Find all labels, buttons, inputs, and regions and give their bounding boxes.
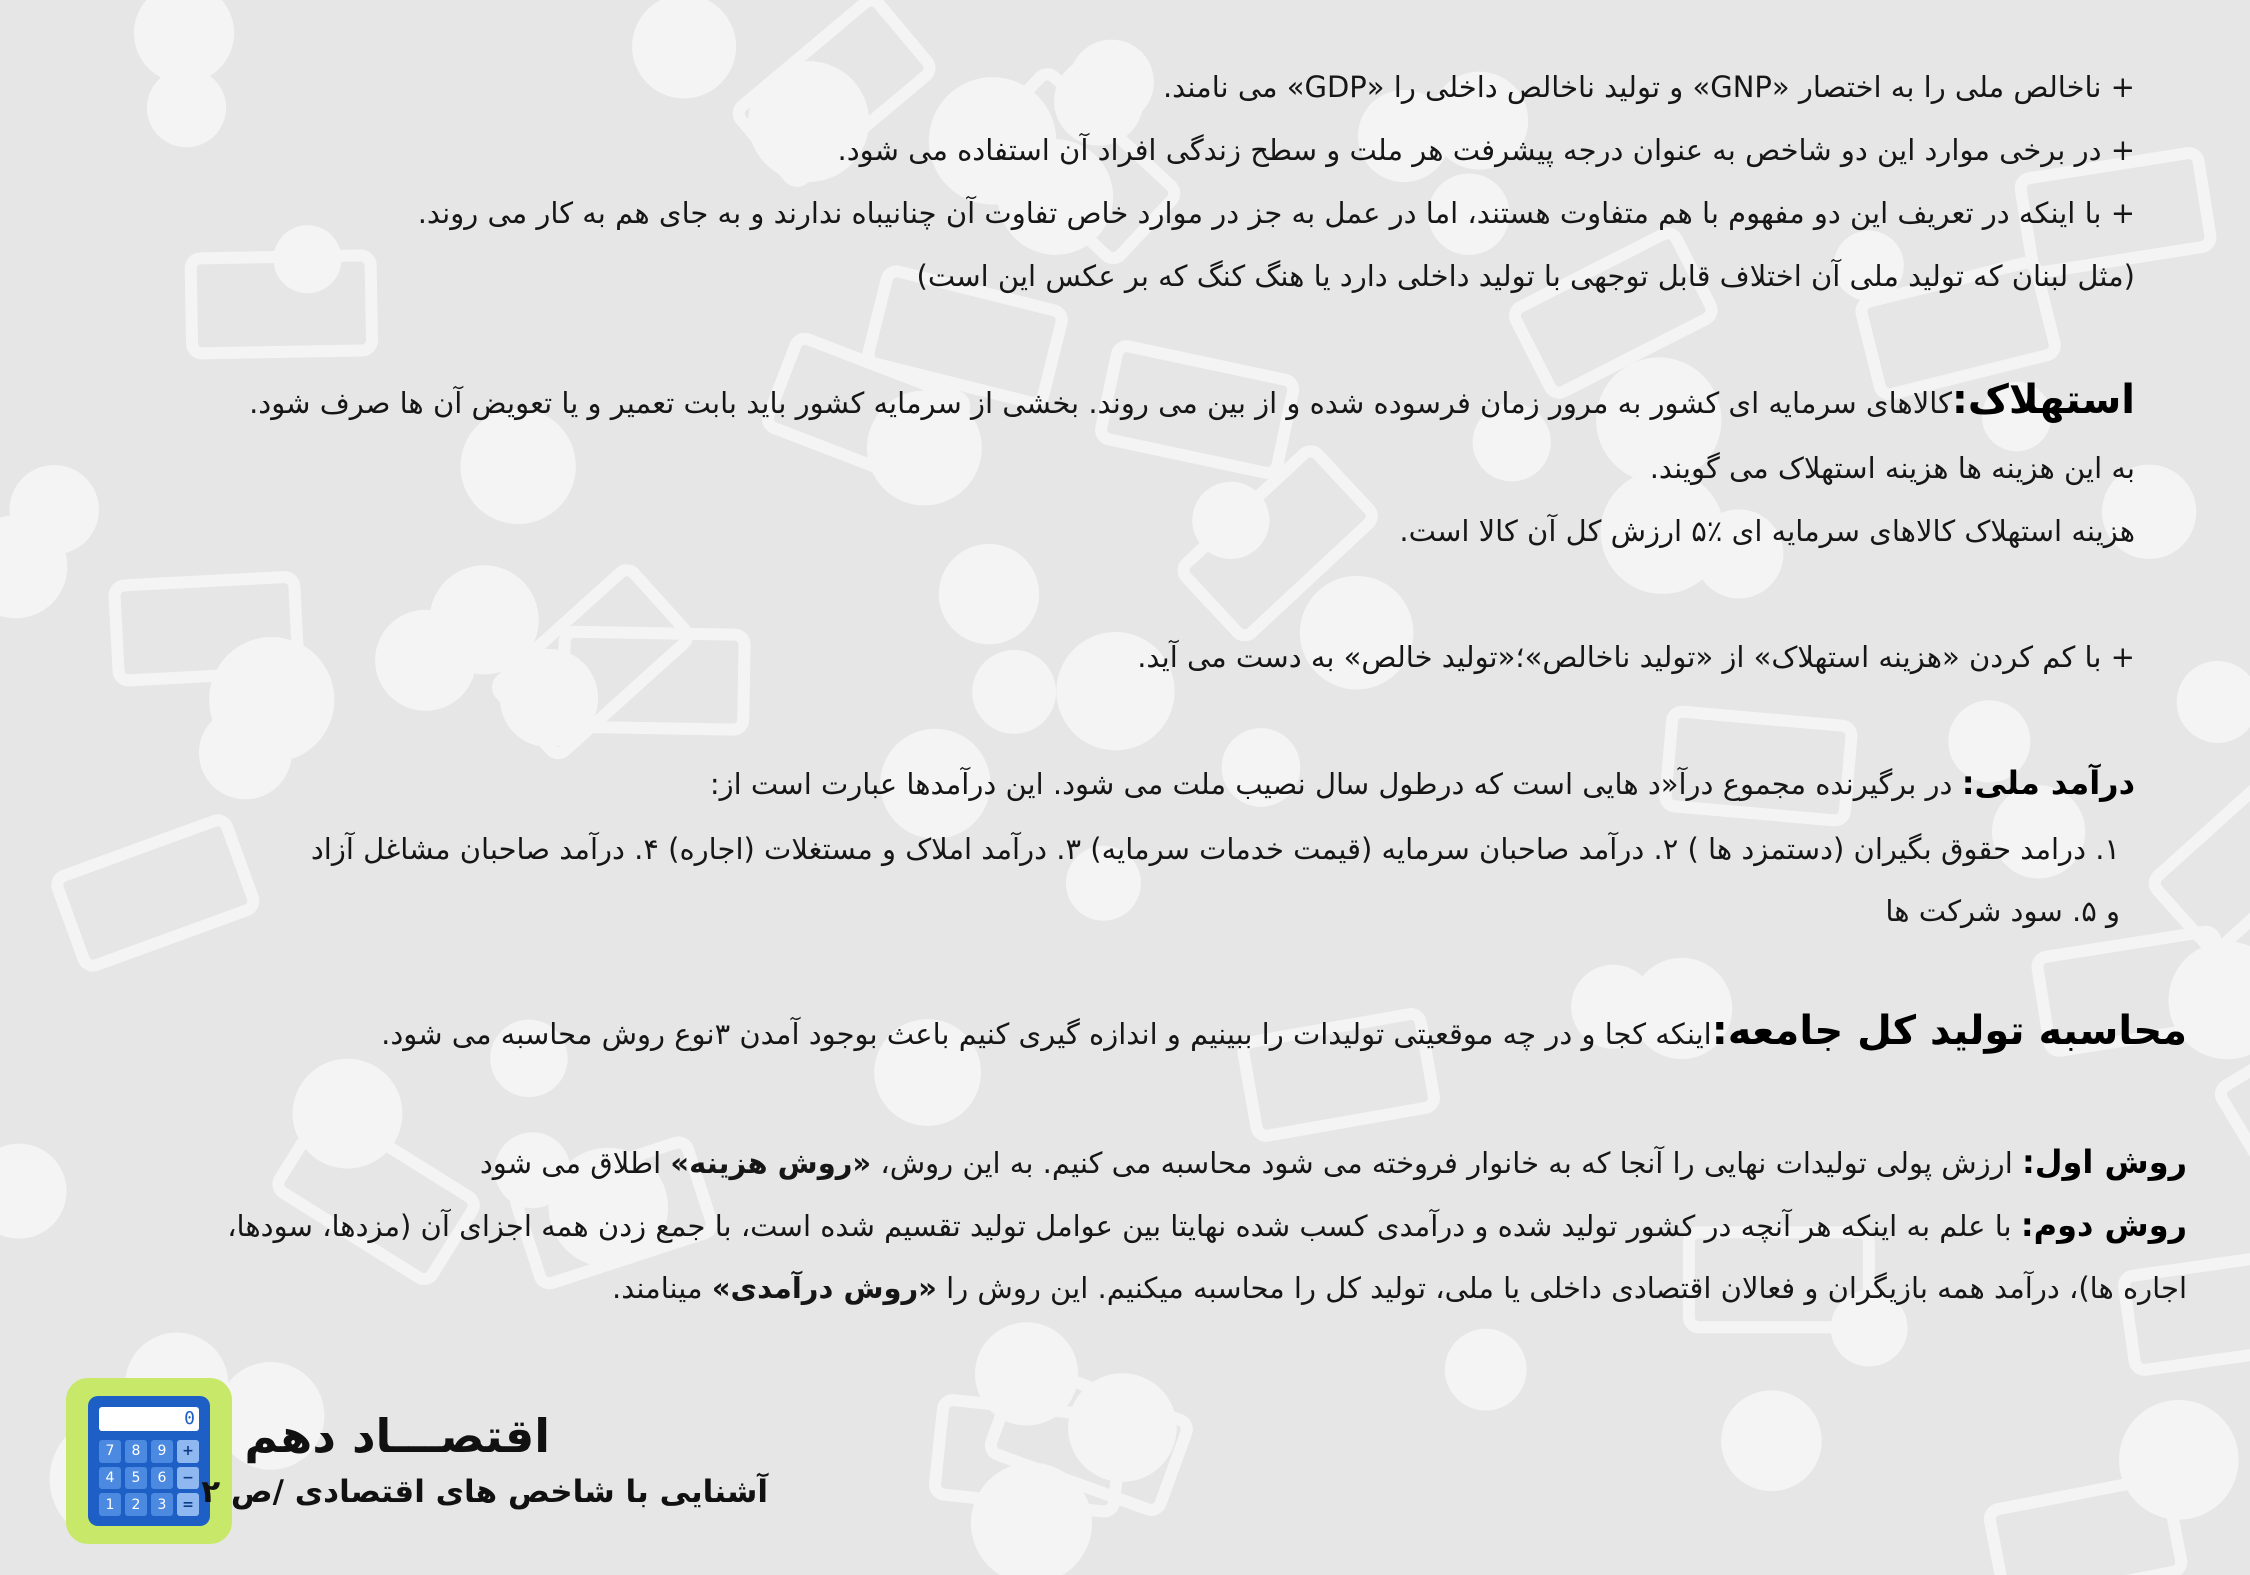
depreciation-heading: استهلاک: <box>1951 377 2135 423</box>
depreciation-line-3: هزینه استهلاک کالاهای سرمایه ای ٪۵ ارزش کل آن کالا است. <box>1399 514 2135 548</box>
calculator-key: 7 <box>99 1440 121 1463</box>
difference-line: + با اینکه در تعریف این دو مفهوم با هم متفاوت هستند، اما در عمل به جز در موارد خاص تفاوت آن چنانیباه ندارند و به جای هم به کار می روند. <box>417 196 2135 230</box>
total-production-paragraph <box>381 1008 2187 1054</box>
calculator-display: 0 <box>99 1407 199 1431</box>
method2-line2-end: مینامند. <box>611 1271 712 1305</box>
national-income-paragraph <box>710 763 2135 804</box>
national-income-list: ۱. درامد حقوق بگیران (دستمزد ها ) ۲. درآمد صاحبان سرمایه (قیمت خدمات سرمایه) ۳. درآمد املاک و مستغلات (اجاره) ۴. درآمد صاحبان مشاغل آزاد <box>310 832 2120 866</box>
calculator-keypad <box>99 1440 199 1516</box>
method1-paragraph <box>480 1142 2187 1183</box>
method1-text-end: اطلاق می شود <box>479 1146 671 1180</box>
calculator-icon <box>88 1396 210 1526</box>
depreciation-line-2: به این هزینه ها هزینه استهلاک می گویند. <box>1649 451 2135 485</box>
method1-text: ارزش پولی تولیدات نهایی را آنجا که به خانوار فروخته می شود محاسبه می کنیم. به این روش، <box>871 1146 2013 1180</box>
total-production-heading: محاسبه تولید کل جامعه: <box>1711 1008 2187 1054</box>
method2-paragraph <box>227 1205 2187 1246</box>
calculator-key: 9 <box>151 1440 173 1463</box>
footer-subtitle: آشنایی با شاخص های اقتصادی /ص ۲ <box>201 1474 768 1510</box>
net-production-line: + با کم کردن «هزینه استهلاک» از «تولید ناخالص»؛«تولید خالص» به دست می آید. <box>1137 640 2135 674</box>
depreciation-text: کالاهای سرمایه ای کشور به مرور زمان فرسوده شده و از بین می روند. بخشی از سرمایه کشور باید بابت تعمیر و یا تعویض آن ها صرف شود. <box>249 386 1952 420</box>
method2-name: «روش درآمدی» <box>711 1271 937 1305</box>
footer-title: اقتصـــاد دهم <box>244 1409 550 1463</box>
method1-name: «روش هزینه» <box>670 1146 872 1180</box>
national-income-heading: درآمد ملی: <box>1961 764 2135 802</box>
calculator-key: 1 <box>99 1493 121 1516</box>
example-line: (مثل لبنان که تولید ملی آن اختلاف قابل توجهی با تولید داخلی دارد یا هنگ کنگ که بر عکس این است) <box>916 259 2135 293</box>
calculator-key: = <box>177 1493 199 1516</box>
method1-heading: روش اول: <box>2021 1143 2187 1181</box>
calculator-key: 4 <box>99 1467 121 1490</box>
gnp-gdp-line: + ناخالص ملی را به اختصار «GNP» و تولید ناخالص داخلی را «GDP» می نامند. <box>1162 70 2135 104</box>
method2-text: با علم به اینکه هر آنچه در کشور تولید شده و درآمدی کسب شده نهایتا بین عوامل تولید تقسیم شده است، با جمع زدن همه اجزای آن (مزدها، سودها، <box>227 1209 2012 1243</box>
calculator-key: 3 <box>151 1493 173 1516</box>
calculator-key: 2 <box>125 1493 147 1516</box>
national-income-text: در برگیرنده مجموع درآ«د هایی است که درطول سال نصیب ملت می شود. این درآمدها عبارت است از: <box>709 767 1953 801</box>
method2-line2-text: اجاره ها)، درآمد همه بازیگران و فعالان اقتصادی داخلی یا ملی، تولید کل را محاسبه میکنیم. این روش را <box>936 1271 2187 1305</box>
calculator-key: 6 <box>151 1467 173 1490</box>
indicator-use-line: + در برخی موارد این دو شاخص به عنوان درجه پیشرفت هر ملت و سطح زندگی افراد آن استفاده می شود. <box>837 133 2135 167</box>
calculator-key: 5 <box>125 1467 147 1490</box>
depreciation-paragraph <box>249 377 2135 423</box>
national-income-list-2: و ۵. سود شرکت ها <box>1885 894 2120 928</box>
total-production-text: اینکه کجا و در چه موقعیتی تولیدات را ببینیم و اندازه گیری کنیم باعث بوجود آمدن ۳نوع روش محاسبه می شود. <box>381 1017 1712 1051</box>
calculator-key: + <box>177 1440 199 1463</box>
calculator-key: − <box>177 1467 199 1490</box>
method2-heading: روش دوم: <box>2020 1206 2187 1244</box>
calculator-key: 8 <box>125 1440 147 1463</box>
footer-badge <box>66 1378 232 1544</box>
method2-line-2 <box>612 1268 2187 1308</box>
